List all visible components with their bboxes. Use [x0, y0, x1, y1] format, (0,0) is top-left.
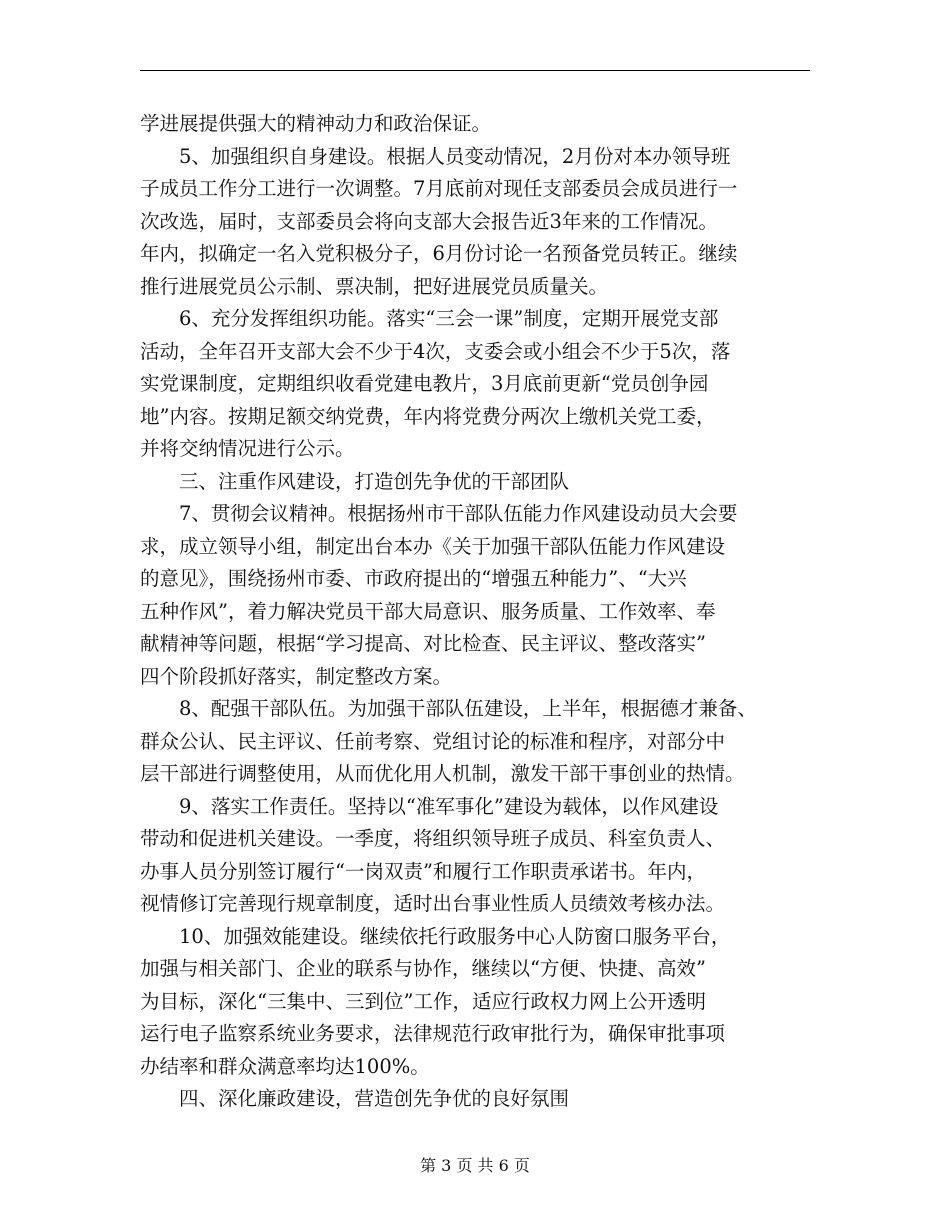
text-line: 实党课制度，定期组织收看党建电教片，3月底前更新“党员创争园	[140, 372, 709, 395]
text-line: 6、充分发挥组织功能。落实“三会一课”制度，定期开展党支部	[179, 307, 719, 330]
page-number-footer: 第 3 页 共 6 页	[420, 1156, 530, 1175]
text-line: 办事人员分别签订履行“一岗双责”和履行工作职责承诺书。年内，	[140, 859, 706, 883]
text-line: 7、贯彻会议精神。根据扬州市干部队伍能力作风建设动员大会要	[179, 502, 738, 525]
text-line: 子成员工作分工进行一次调整。7月底前对现任支部委员会成员进行一	[140, 177, 738, 200]
text-line: 推行进展党员公示制、票决制，把好进展党员质量关。	[140, 274, 609, 298]
text-line: 地”内容。按期足额交纳党费，年内将党费分两次上缴机关党工委，	[140, 404, 716, 428]
text-line: 献精神等问题，根据“学习提高、对比检查、民主评议、整改落实”	[140, 632, 706, 655]
text-line: 8、配强干部队伍。为加强干部队伍建设，上半年，根据德才兼备、	[179, 697, 757, 720]
text-line: 四个阶段抓好落实，制定整改方案。	[140, 664, 453, 688]
paragraph	[140, 921, 830, 1084]
text-line: 层干部进行调整使用，从而优化用人机制，激发干部干事创业的热情。	[140, 762, 745, 785]
text-line: 加强与相关部门、企业的联系与协作，继续以“方便、快捷、高效”	[140, 957, 706, 980]
text-line: 五种作风”，着力解决党员干部大局意识、服务质量、工作效率、奉	[140, 599, 716, 623]
text-line: 的意见》，围绕扬州市委、市政府提出的“增强五种能力”、“大兴	[140, 567, 687, 590]
paragraph	[140, 498, 830, 693]
text-line: 为目标，深化“三集中、三到位”工作，适应行政权力网上公开透明	[140, 989, 706, 1013]
paragraph	[140, 693, 830, 791]
paragraph	[140, 466, 830, 499]
text-line: 学进展提供强大的精神动力和政治保证。	[140, 112, 492, 135]
text-line: 活动，全年召开支部大会不少于4次，支委会或小组会不少于5次，落	[140, 339, 731, 363]
text-line: 三、注重作风建设，打造创先争优的干部团队	[179, 469, 570, 493]
paragraph	[140, 791, 830, 921]
header-rule	[140, 70, 810, 71]
text-line: 群众公认、民主评议、任前考察、党组讨论的标准和程序，对部分中	[140, 729, 726, 753]
paragraph	[140, 141, 830, 304]
text-line: 年内，拟确定一名入党积极分子，6月份讨论一名预备党员转正。继续	[140, 242, 738, 265]
document-body	[140, 108, 830, 1116]
text-line: 5、加强组织自身建设。根据人员变动情况，2月份对本办领导班	[179, 144, 731, 168]
text-line: 9、落实工作责任。坚持以“准军事化”建设为载体，以作风建设	[179, 794, 719, 818]
text-line: 求，成立领导小组，制定出台本办《关于加强干部队伍能力作风建设	[140, 534, 726, 558]
text-line: 运行电子监察系统业务要求，法律规范行政审批行为，确保审批事项	[140, 1022, 726, 1045]
paragraph	[140, 303, 830, 466]
text-line: 次改选，届时，支部委员会将向支部大会报告近3年来的工作情况。	[140, 209, 718, 233]
text-line: 并将交纳情况进行公示。	[140, 437, 355, 460]
text-line: 办结率和群众满意率均达100%。	[140, 1054, 430, 1078]
text-line: 10、加强效能建设。继续依托行政服务中心人防窗口服务平台，	[179, 924, 731, 948]
paragraph	[140, 108, 830, 141]
text-line: 带动和促进机关建设。一季度，将组织领导班子成员、科室负责人、	[140, 827, 726, 850]
text-line: 视情修订完善现行规章制度，适时出台事业性质人员绩效考核办法。	[140, 892, 726, 915]
paragraph	[140, 1083, 830, 1116]
text-line: 四、深化廉政建设，营造创先争优的良好氛围	[179, 1087, 570, 1110]
